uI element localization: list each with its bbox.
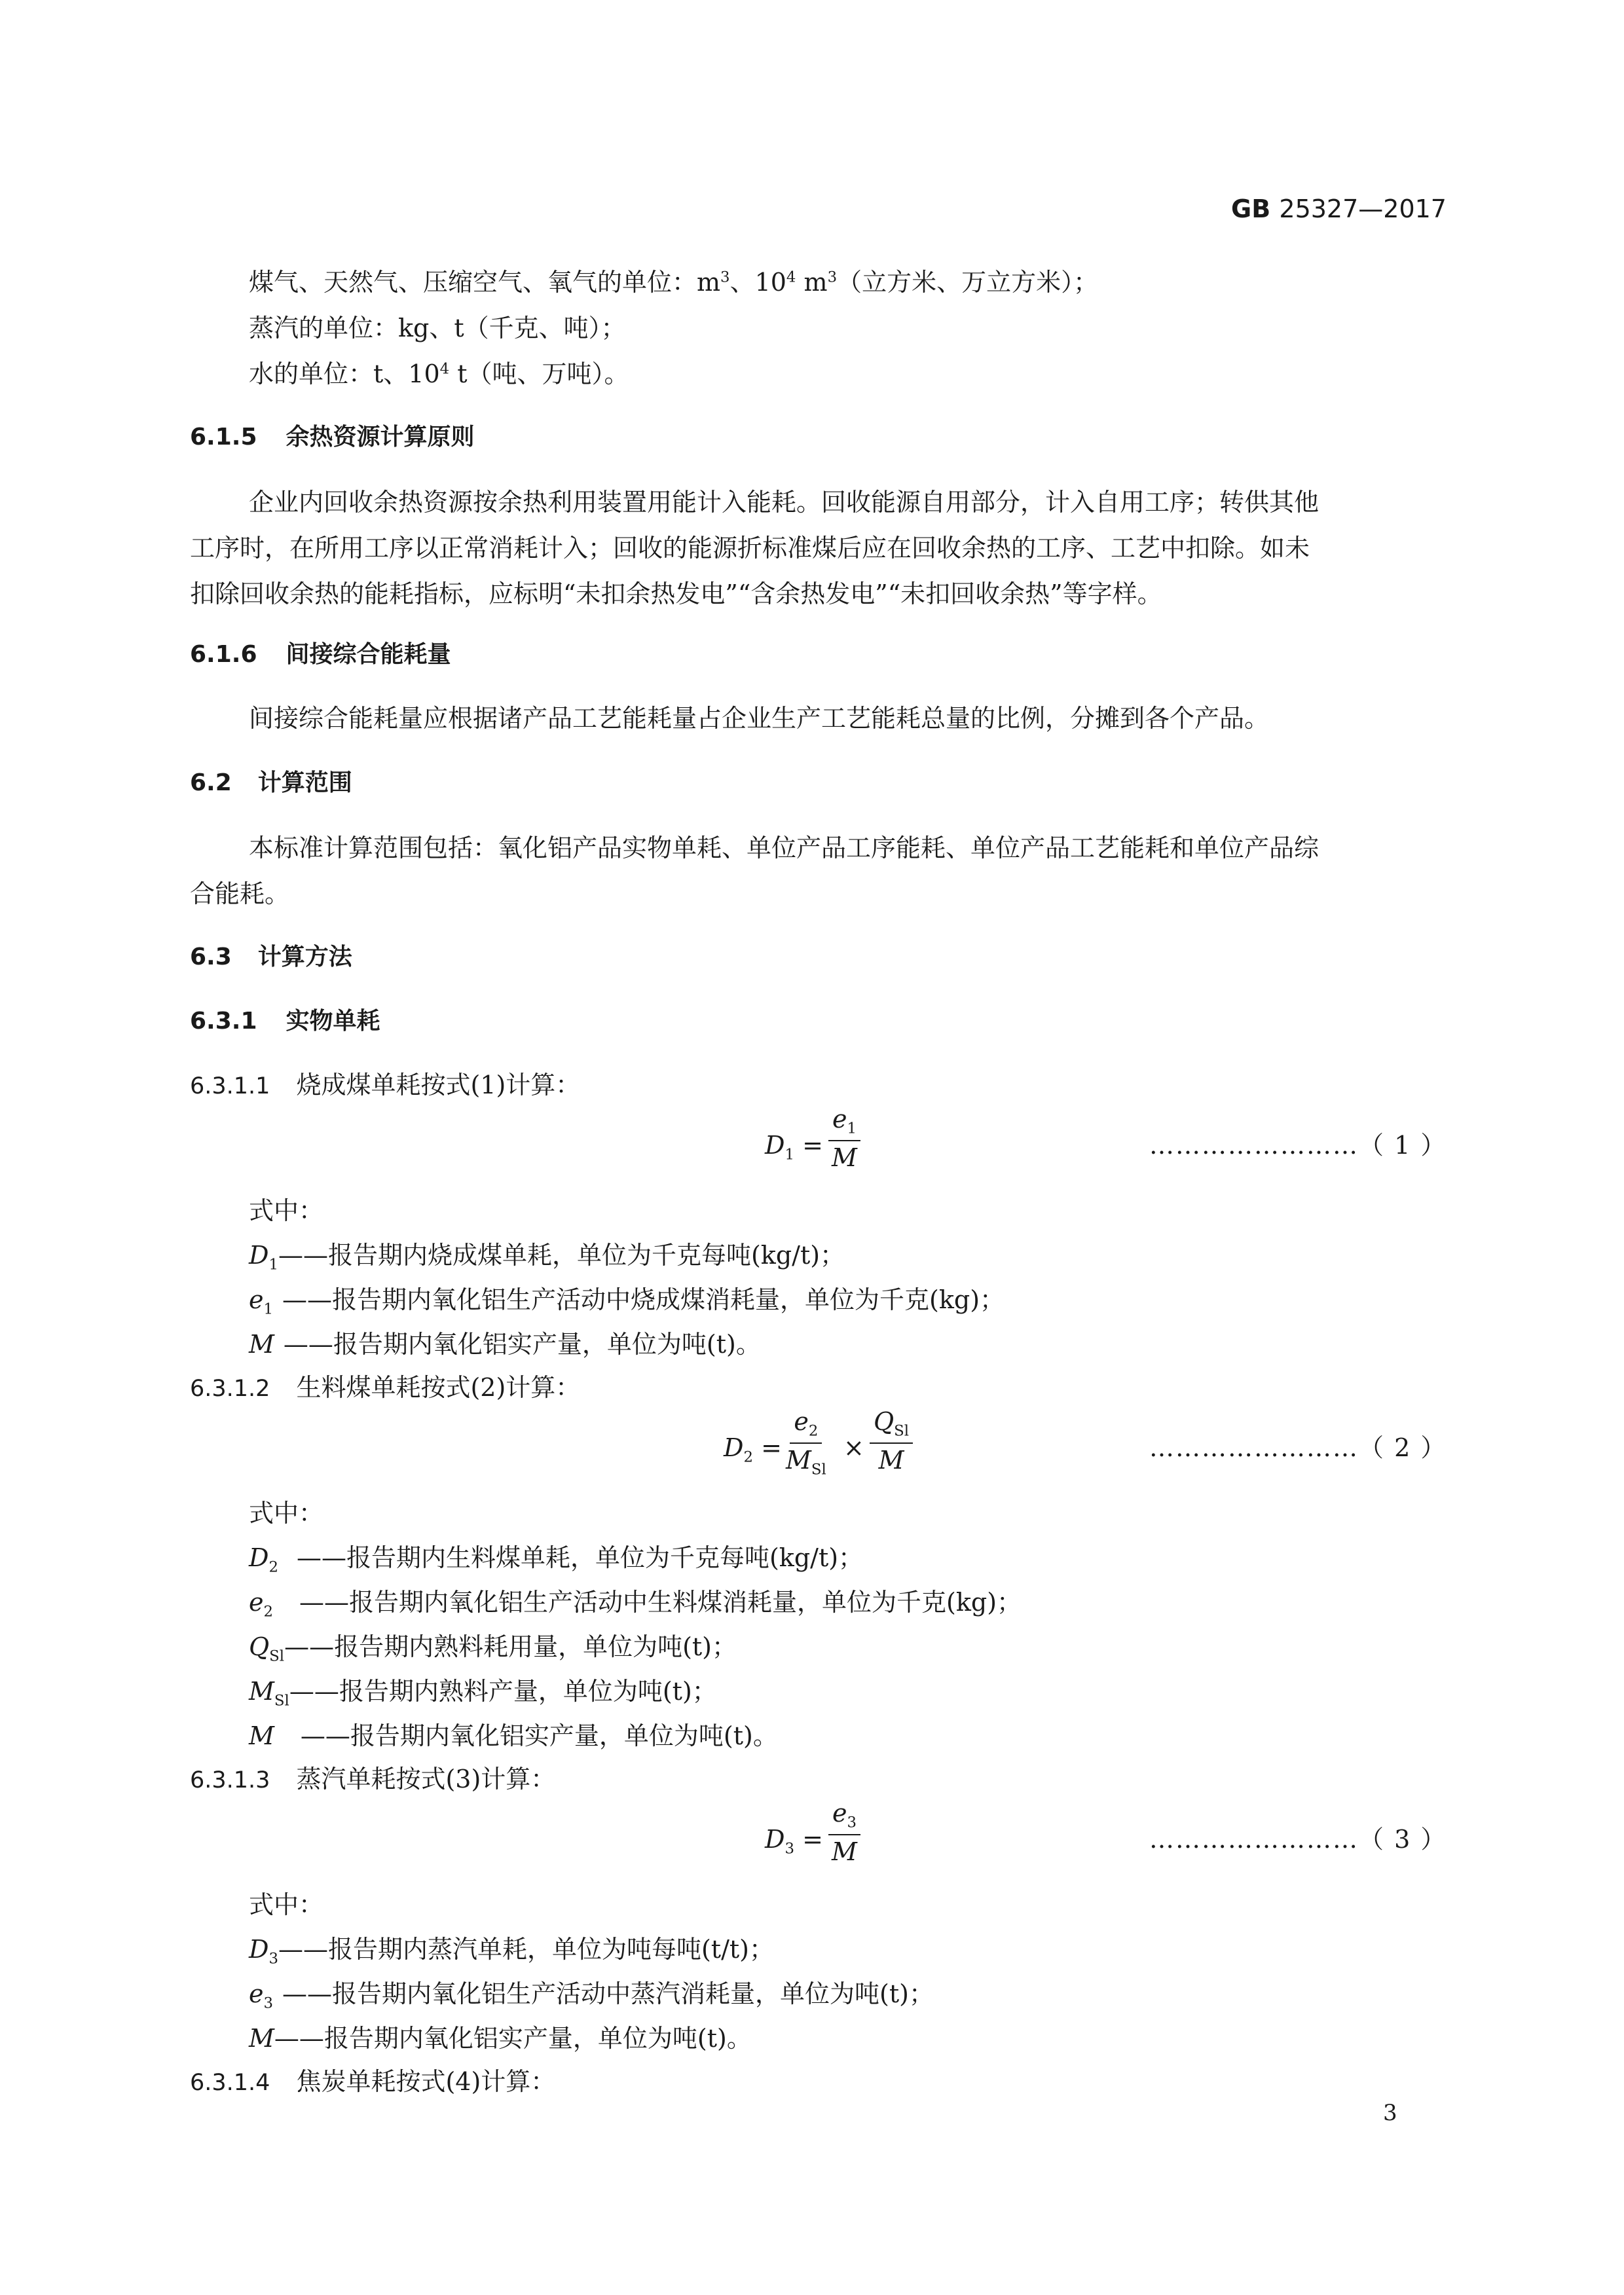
definition-row: $D_2$ ——报告期内生料煤单耗，单位为千克每吨(kg/t)；: [249, 1543, 864, 1576]
where-label: 式中：: [249, 1499, 324, 1528]
section-heading-6-3-1: 6.3.1 实物单耗: [190, 1008, 380, 1035]
formula-2-times: ×: [843, 1433, 864, 1462]
formula-3-lhs: $D_3$ =: [765, 1825, 823, 1858]
definition-row: $e_1$ ——报告期内氧化铝生产活动中烧成煤消耗量，单位为千克(kg)；: [249, 1285, 1005, 1318]
clause-6-3-1-1: 6.3.1.1 烧成煤单耗按式(1)计算：: [190, 1071, 581, 1099]
units-water: 水的单位：t、$10^4$ t（吨、万吨）。: [249, 359, 629, 388]
where-label: 式中：: [249, 1890, 324, 1919]
definition-row: M——报告期内氧化铝实产量，单位为吨(t)。: [249, 2024, 752, 2053]
paragraph-line: 合能耗。: [190, 879, 290, 908]
paragraph-line: 本标准计算范围包括：氧化铝产品实物单耗、单位产品工序能耗、单位产品工艺能耗和单位产品综: [249, 834, 1320, 862]
equation-number-1: ……………………（ 1 ）: [1149, 1131, 1447, 1160]
section-heading-6-2: 6.2 计算范围: [190, 769, 352, 796]
definition-row: $D_1——$报告期内烧成煤单耗，单位为千克每吨(kg/t)；: [249, 1241, 845, 1274]
section-heading-6-1-6: 6.1.6 间接综合能耗量: [190, 641, 451, 668]
definition-row: $e_2$ ——报告期内氧化铝生产活动中生料煤消耗量，单位为千克(kg)；: [249, 1588, 1022, 1621]
standard-number: 25327—2017: [1279, 194, 1447, 223]
units-steam: 蒸汽的单位：kg、t（千克、吨）；: [249, 314, 626, 342]
section-heading-6-3: 6.3 计算方法: [190, 944, 352, 970]
standard-header: [1231, 196, 1447, 221]
section-heading-6-1-5: 6.1.5 余热资源计算原则: [190, 424, 475, 450]
definition-row: $e_3$ ——报告期内氧化铝生产活动中蒸汽消耗量，单位为吨(t)；: [249, 1979, 934, 2012]
formula-2-fraction-1: $e_2$ $M_{Sl}$: [786, 1407, 826, 1478]
page-number: 3: [1383, 2100, 1397, 2126]
clause-6-3-1-2: 6.3.1.2 生料煤单耗按式(2)计算：: [190, 1373, 581, 1402]
definition-row: M ——报告期内氧化铝实产量，单位为吨(t)。: [249, 1330, 761, 1359]
formula-3-fraction: $\frac{e_3}{M}$: [828, 1801, 860, 1864]
paragraph-line: 扣除回收余热的能耗指标，应标明“未扣余热发电”“含余热发电”“未扣回收余热”等字样。: [190, 579, 1162, 608]
definition-row: $Q_{Sl}——$报告期内熟料耗用量，单位为吨(t)；: [249, 1632, 737, 1665]
where-label: 式中：: [249, 1196, 324, 1225]
clause-6-3-1-3: 6.3.1.3 蒸汽单耗按式(3)计算：: [190, 1765, 556, 1793]
paragraph-line: 企业内回收余热资源按余热利用装置用能计入能耗。回收能源自用部分，计入自用工序；转供其他: [249, 488, 1320, 517]
equation-number-2: ……………………（ 2 ）: [1149, 1433, 1447, 1462]
clause-6-3-1-4: 6.3.1.4 焦炭单耗按式(4)计算：: [190, 2067, 556, 2096]
formula-1-fraction: $\frac{e_1}{M}$: [828, 1107, 860, 1170]
paragraph-line: 工序时，在所用工序以正常消耗计入；回收的能源折标准煤后应在回收余热的工序、工艺中扣除。如未: [190, 534, 1310, 562]
formula-1-lhs: $D_1$ =: [765, 1131, 823, 1164]
formula-2-lhs: $D_2$ =: [724, 1433, 782, 1466]
definition-row: M ——报告期内氧化铝实产量，单位为吨(t)。: [249, 1721, 778, 1750]
formula-2-fraction-2: $Q_{Sl}$ M: [870, 1409, 913, 1473]
standard-prefix: GB: [1231, 194, 1271, 223]
equation-number-3: ……………………（ 3 ）: [1149, 1825, 1447, 1854]
definition-row: $M_{Sl}——$报告期内熟料产量，单位为吨(t)；: [249, 1677, 717, 1710]
paragraph-line: 间接综合能耗量应根据诸产品工艺能耗量占企业生产工艺能耗总量的比例，分摊到各个产品。: [249, 704, 1270, 733]
definition-row: $D_3——$报告期内蒸汽单耗，单位为吨每吨(t/t)；: [249, 1935, 774, 1968]
units-gas: 煤气、天然气、压缩空气、氧气的单位：$m^3$、$10^4$ $m^3$（立方米、万立方米）；: [249, 268, 1099, 297]
